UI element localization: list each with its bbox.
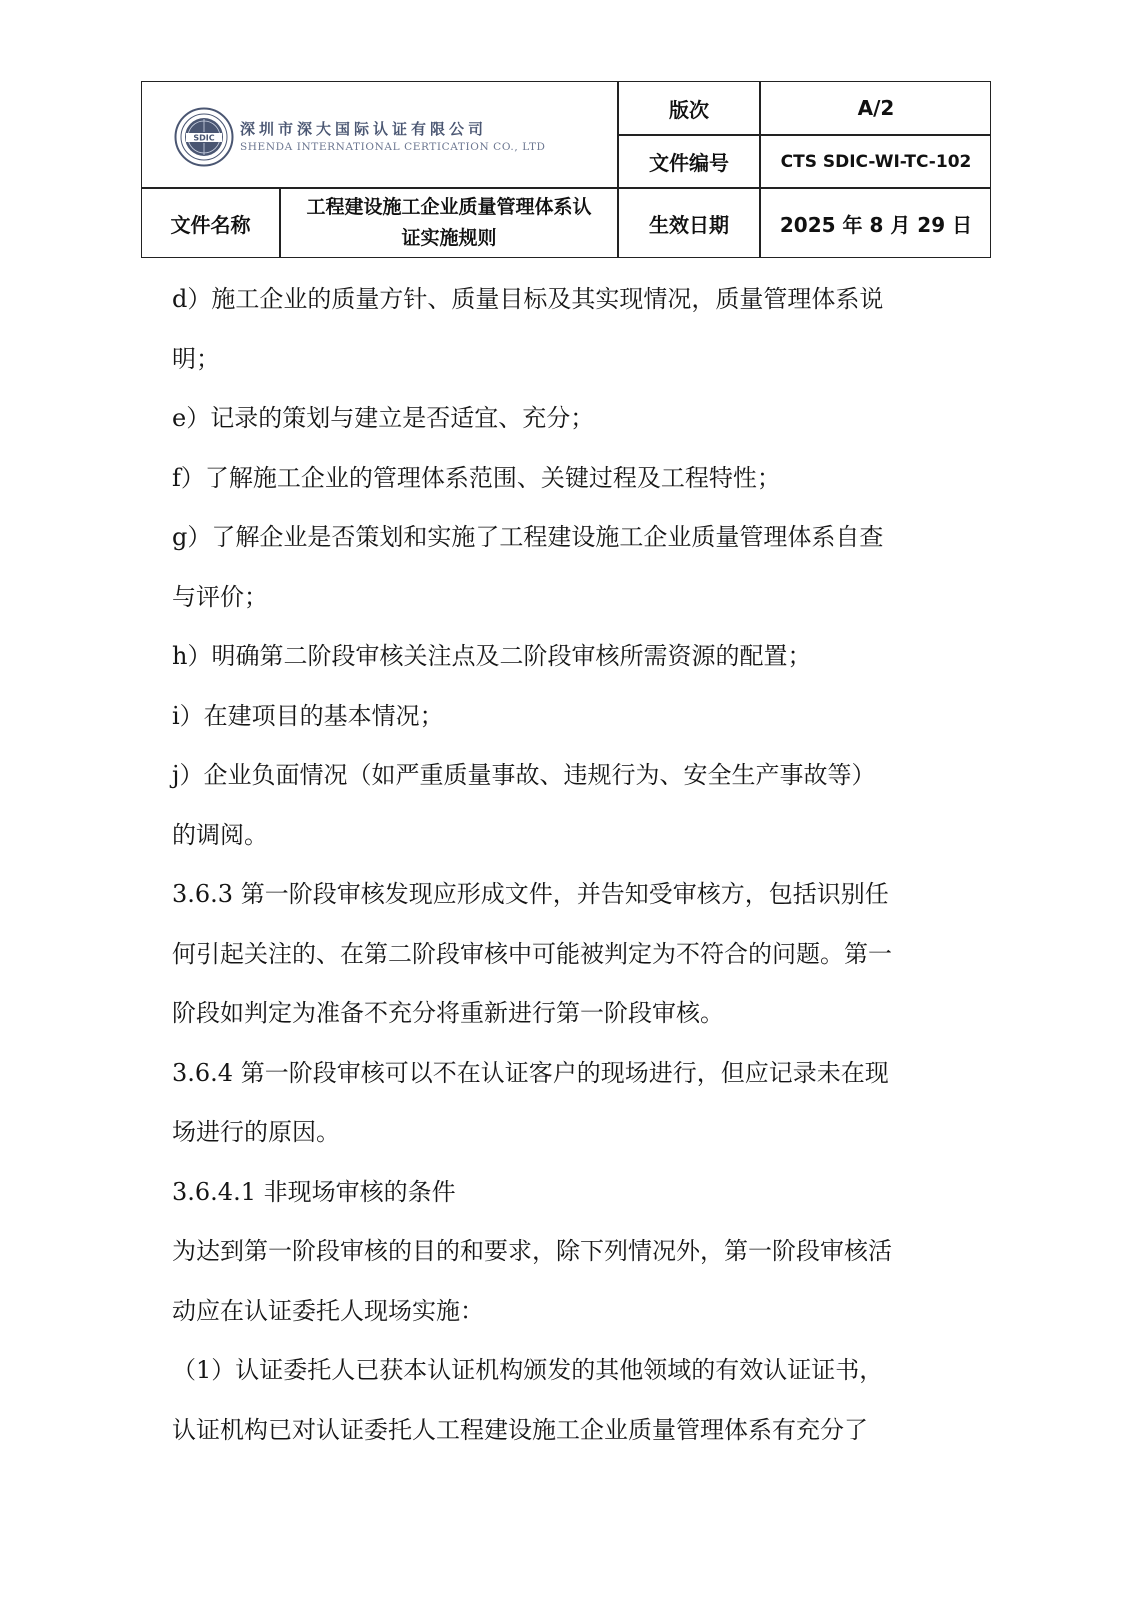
body-line: 明；: [172, 344, 220, 373]
doc-number-value: CTS SDIC-WI-TC-102: [780, 151, 972, 172]
version-value: A/2: [857, 96, 895, 120]
body-line: d）施工企业的质量方针、质量目标及其实现情况，质量管理体系说: [172, 285, 884, 313]
body-line: e）记录的策划与建立是否适宜、充分；: [172, 404, 595, 432]
body-line: 为达到第一阶段审核的目的和要求，除下列情况外，第一阶段审核活: [172, 1237, 892, 1265]
body-line: 3.6.4 第一阶段审核可以不在认证客户的现场进行，但应记录未在现: [172, 1058, 889, 1087]
body-line: （1）认证委托人已获本认证机构颁发的其他领域的有效认证证书，: [172, 1356, 884, 1384]
body-line: j）企业负面情况（如严重质量事故、违规行为、安全生产事故等）: [172, 761, 876, 789]
company-name-en: SHENDA INTERNATIONAL CERTICATION CO., LTD: [240, 141, 546, 153]
body-line: 的调阅。: [172, 820, 268, 849]
body-line: 与评价；: [172, 582, 268, 611]
doc-name-line: 工程建设施工企业质量管理体系认: [306, 196, 592, 218]
body-line: 3.6.3 第一阶段审核发现应形成文件，并告知受审核方，包括识别任: [172, 880, 889, 908]
body-line: 动应在认证委托人现场实施：: [172, 1296, 484, 1325]
version-label: 版次: [669, 97, 709, 122]
body-line: 场进行的原因。: [172, 1118, 340, 1146]
company-name-cn: 深圳市深大国际认证有限公司: [240, 120, 488, 138]
seal-text: SDIC: [193, 133, 215, 143]
body-line: 认证机构已对认证委托人工程建设施工企业质量管理体系有充分了: [172, 1415, 868, 1444]
effective-date-label: 生效日期: [649, 212, 729, 237]
document-body: [172, 284, 972, 1474]
body-line: f）了解施工企业的管理体系范围、关键过程及工程特性；: [172, 463, 781, 492]
doc-name-label: 文件名称: [170, 212, 251, 237]
company-logo: [142, 82, 620, 190]
body-line: i）在建项目的基本情况；: [172, 701, 444, 730]
effective-date-value: 2025 年 8 月 29 日: [779, 212, 973, 237]
body-line: 阶段如判定为准备不充分将重新进行第一阶段审核。: [172, 999, 724, 1027]
doc-name-line: 证实施规则: [401, 227, 497, 249]
body-line: g）了解企业是否策划和实施了工程建设施工企业质量管理体系自查: [172, 523, 884, 551]
body-line: 3.6.4.1 非现场审核的条件: [172, 1177, 456, 1206]
doc-number-label: 文件编号: [649, 151, 729, 175]
company-seal-icon: [174, 107, 234, 167]
body-line: 何引起关注的、在第二阶段审核中可能被判定为不符合的问题。第一: [172, 939, 892, 968]
doc-name-value: [281, 189, 617, 257]
body-line: h）明确第二阶段审核关注点及二阶段审核所需资源的配置；: [172, 642, 812, 670]
header-table: [141, 81, 991, 258]
